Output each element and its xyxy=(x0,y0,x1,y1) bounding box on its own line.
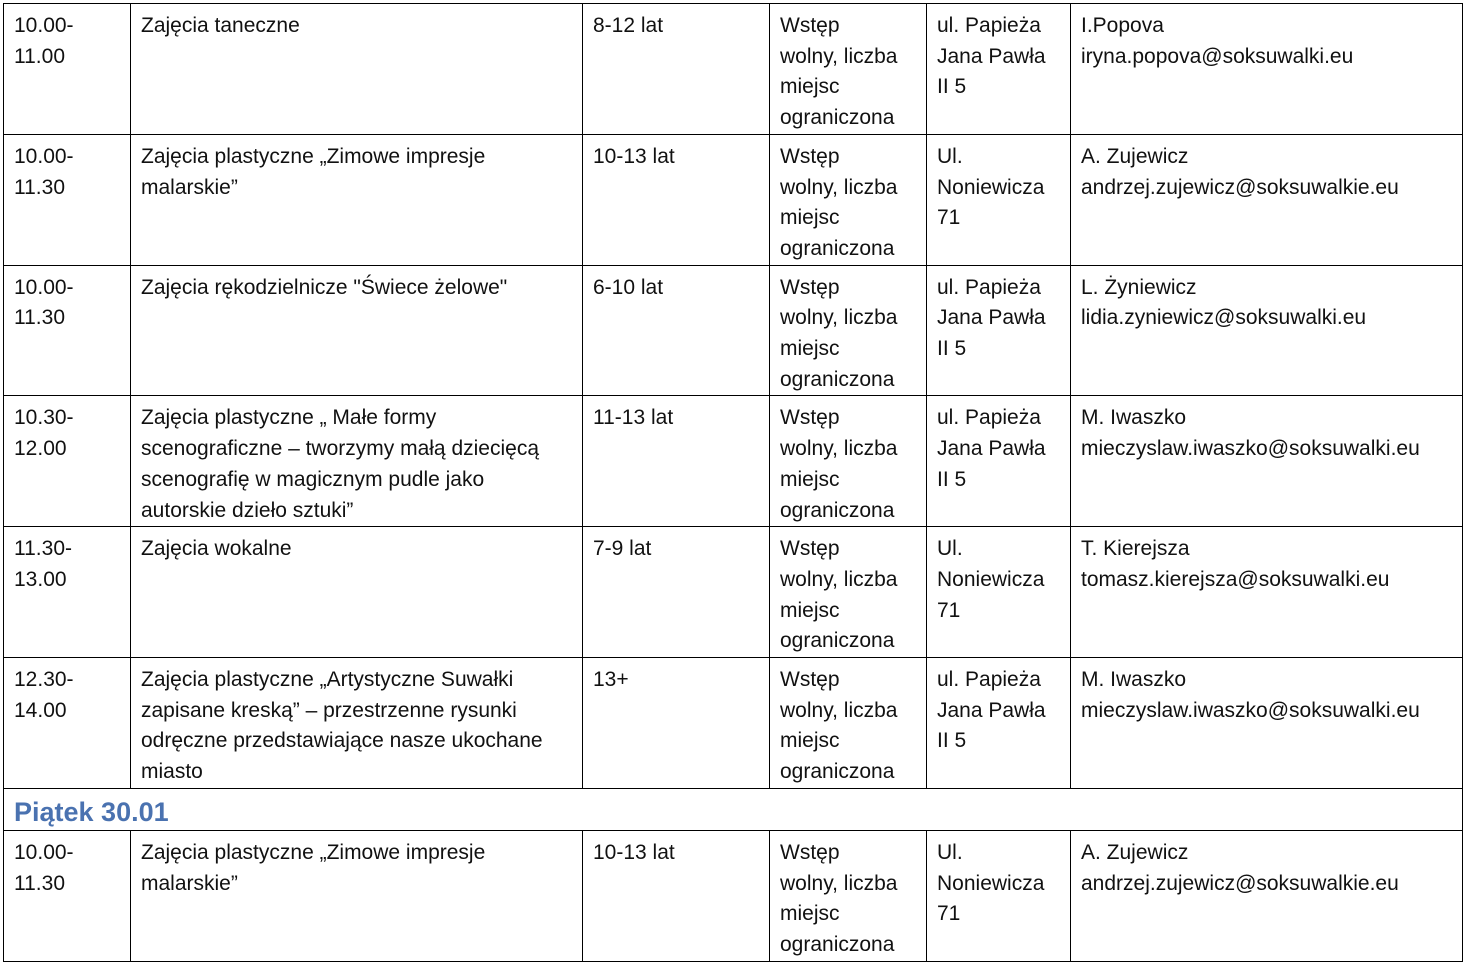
time-cell xyxy=(4,4,131,135)
contact-name: I.Popova xyxy=(1081,14,1164,37)
place-cell xyxy=(927,265,1071,396)
cell-line: Ul. xyxy=(937,144,963,168)
cell-line: autorskie dzieło sztuki” xyxy=(141,498,354,522)
table-row xyxy=(4,830,1463,961)
cell-line: Zajęcia rękodzielnicze "Świece żelowe" xyxy=(141,275,508,299)
contact-email: andrzej.zujewicz@soksuwalkie.eu xyxy=(1081,871,1399,895)
cell-line: ul. Papieża xyxy=(937,406,1041,430)
cell-line: ul. Papieża xyxy=(937,14,1041,37)
cell-line: ograniczona xyxy=(780,106,895,130)
cell-line: 71 xyxy=(937,902,961,926)
age-cell xyxy=(583,4,770,135)
cell-line: Wstęp xyxy=(780,840,840,864)
contact-name: A. Zujewicz xyxy=(1081,144,1189,168)
cell-line: miejsc xyxy=(780,598,840,622)
cell-line: 10.00- xyxy=(14,144,74,168)
cell-line: Noniewicza xyxy=(937,175,1045,199)
contact-cell xyxy=(1071,527,1463,658)
cell-line: 11.00 xyxy=(14,44,65,68)
cell-line: Zajęcia plastyczne „Zimowe impresje xyxy=(141,144,486,168)
cell-line: 11.30 xyxy=(14,175,65,199)
contact-email: tomasz.kierejsza@soksuwalki.eu xyxy=(1081,567,1390,591)
schedule-body xyxy=(4,4,1463,962)
entry-cell xyxy=(770,658,927,789)
place-cell xyxy=(927,658,1071,789)
table-row xyxy=(4,658,1463,789)
cell-line: ograniczona xyxy=(780,932,895,956)
title-cell xyxy=(131,265,583,396)
place-cell xyxy=(927,4,1071,135)
time-cell xyxy=(4,396,131,527)
cell-line: 12.30- xyxy=(14,668,74,692)
title-cell xyxy=(131,830,583,961)
cell-line: 11.30 xyxy=(14,871,65,895)
age-cell xyxy=(583,396,770,527)
contact-cell xyxy=(1071,4,1463,135)
age-cell xyxy=(583,830,770,961)
cell-line: II 5 xyxy=(937,337,967,361)
cell-line: 8-12 lat xyxy=(593,14,664,37)
cell-line: Ul. xyxy=(937,840,963,864)
cell-line: Wstęp xyxy=(780,275,840,299)
cell-line: II 5 xyxy=(937,729,967,753)
cell-line: Wstęp xyxy=(780,668,840,692)
table-row xyxy=(4,265,1463,396)
cell-line: ograniczona xyxy=(780,760,895,784)
cell-line: 11.30- xyxy=(14,537,72,561)
entry-cell xyxy=(770,396,927,527)
cell-line: Noniewicza xyxy=(937,871,1045,895)
cell-line: ograniczona xyxy=(780,629,895,653)
table-row xyxy=(4,4,1463,135)
entry-cell xyxy=(770,527,927,658)
cell-line: scenografię w magicznym pudle jako xyxy=(141,467,485,491)
contact-name: L. Żyniewicz xyxy=(1081,275,1197,299)
cell-line: Jana Pawła xyxy=(937,437,1046,461)
contact-cell xyxy=(1071,658,1463,789)
cell-line: wolny, liczba xyxy=(780,306,898,330)
cell-line: Wstęp xyxy=(780,406,840,430)
contact-name: M. Iwaszko xyxy=(1081,406,1187,430)
cell-line: ul. Papieża xyxy=(937,275,1041,299)
contact-cell xyxy=(1071,830,1463,961)
age-cell xyxy=(583,134,770,265)
cell-line: II 5 xyxy=(937,75,967,99)
cell-line: miasto xyxy=(141,760,203,784)
contact-cell xyxy=(1071,134,1463,265)
contact-cell xyxy=(1071,265,1463,396)
age-cell xyxy=(583,527,770,658)
cell-line: Zajęcia plastyczne „ Małe formy xyxy=(141,406,437,430)
cell-line: Zajęcia taneczne xyxy=(141,14,300,37)
cell-line: 10.00- xyxy=(14,275,74,299)
cell-line: wolny, liczba xyxy=(780,871,898,895)
cell-line: 10.00- xyxy=(14,840,74,864)
cell-line: Zajęcia plastyczne „Zimowe impresje xyxy=(141,840,486,864)
cell-line: wolny, liczba xyxy=(780,44,898,68)
table-row xyxy=(4,134,1463,265)
entry-cell xyxy=(770,134,927,265)
place-cell xyxy=(927,396,1071,527)
cell-line: 7-9 lat xyxy=(593,537,652,561)
cell-line: 10-13 lat xyxy=(593,144,675,168)
cell-line: ograniczona xyxy=(780,367,895,391)
cell-line: ograniczona xyxy=(780,236,895,260)
entry-cell xyxy=(770,830,927,961)
cell-line: 10.00- xyxy=(14,14,74,37)
cell-line: zapisane kreską” – przestrzenne rysunki xyxy=(141,698,517,722)
cell-line: miejsc xyxy=(780,902,840,926)
contact-email: mieczyslaw.iwaszko@soksuwalki.eu xyxy=(1081,437,1420,461)
cell-line: ograniczona xyxy=(780,498,895,522)
contact-name: A. Zujewicz xyxy=(1081,840,1189,864)
place-cell xyxy=(927,830,1071,961)
cell-line: miejsc xyxy=(780,467,840,491)
cell-line: Wstęp xyxy=(780,537,840,561)
time-cell xyxy=(4,830,131,961)
cell-line: 12.00 xyxy=(14,437,67,461)
cell-line: Jana Pawła xyxy=(937,44,1046,68)
table-row xyxy=(4,396,1463,527)
contact-cell xyxy=(1071,396,1463,527)
cell-line: 11-13 lat xyxy=(593,406,674,430)
contact-email: mieczyslaw.iwaszko@soksuwalki.eu xyxy=(1081,698,1420,722)
cell-line: Zajęcia wokalne xyxy=(141,537,292,561)
cell-line: wolny, liczba xyxy=(780,698,898,722)
cell-line: malarskie” xyxy=(141,175,238,199)
time-cell xyxy=(4,134,131,265)
title-cell xyxy=(131,527,583,658)
cell-line: 11.30 xyxy=(14,306,65,330)
cell-line: Zajęcia plastyczne „Artystyczne Suwałki xyxy=(141,668,514,692)
contact-name: M. Iwaszko xyxy=(1081,668,1187,692)
cell-line: 71 xyxy=(937,598,961,622)
entry-cell xyxy=(770,265,927,396)
cell-line: 14.00 xyxy=(14,698,67,722)
contact-name: T. Kierejsza xyxy=(1081,537,1190,561)
cell-line: miejsc xyxy=(780,337,840,361)
place-cell xyxy=(927,527,1071,658)
contact-email: andrzej.zujewicz@soksuwalkie.eu xyxy=(1081,175,1399,199)
cell-line: 13+ xyxy=(593,668,629,692)
cell-line: ul. Papieża xyxy=(937,668,1041,692)
day-heading: Piątek 30.01 xyxy=(4,788,1463,830)
cell-line: 10-13 lat xyxy=(593,840,675,864)
cell-line: wolny, liczba xyxy=(780,437,898,461)
cell-line: miejsc xyxy=(780,206,840,230)
age-cell xyxy=(583,658,770,789)
cell-line: miejsc xyxy=(780,729,840,753)
schedule-table xyxy=(3,3,1463,962)
cell-line: malarskie” xyxy=(141,871,238,895)
entry-cell xyxy=(770,4,927,135)
cell-line: Jana Pawła xyxy=(937,698,1046,722)
day-heading-row xyxy=(4,788,1463,830)
cell-line: wolny, liczba xyxy=(780,567,898,591)
cell-line: Wstęp xyxy=(780,144,840,168)
cell-line: 6-10 lat xyxy=(593,275,664,299)
cell-line: Jana Pawła xyxy=(937,306,1046,330)
cell-line: 13.00 xyxy=(14,567,67,591)
cell-line: 10.30- xyxy=(14,406,74,430)
place-cell xyxy=(927,134,1071,265)
cell-line: scenograficzne – tworzymy małą dziecięcą xyxy=(141,437,539,461)
title-cell xyxy=(131,4,583,135)
table-row xyxy=(4,527,1463,658)
cell-line: 71 xyxy=(937,206,961,230)
cell-line: Wstęp xyxy=(780,14,840,37)
time-cell xyxy=(4,527,131,658)
cell-line: II 5 xyxy=(937,467,967,491)
contact-email: iryna.popova@soksuwalki.eu xyxy=(1081,44,1354,68)
contact-email: lidia.zyniewicz@soksuwalki.eu xyxy=(1081,306,1367,330)
cell-line: miejsc xyxy=(780,75,840,99)
age-cell xyxy=(583,265,770,396)
title-cell xyxy=(131,396,583,527)
cell-line: odręczne przedstawiające nasze ukochane xyxy=(141,729,543,753)
cell-line: wolny, liczba xyxy=(780,175,898,199)
time-cell xyxy=(4,265,131,396)
title-cell xyxy=(131,658,583,789)
cell-line: Ul. xyxy=(937,537,963,561)
time-cell xyxy=(4,658,131,789)
title-cell xyxy=(131,134,583,265)
cell-line: Noniewicza xyxy=(937,567,1045,591)
